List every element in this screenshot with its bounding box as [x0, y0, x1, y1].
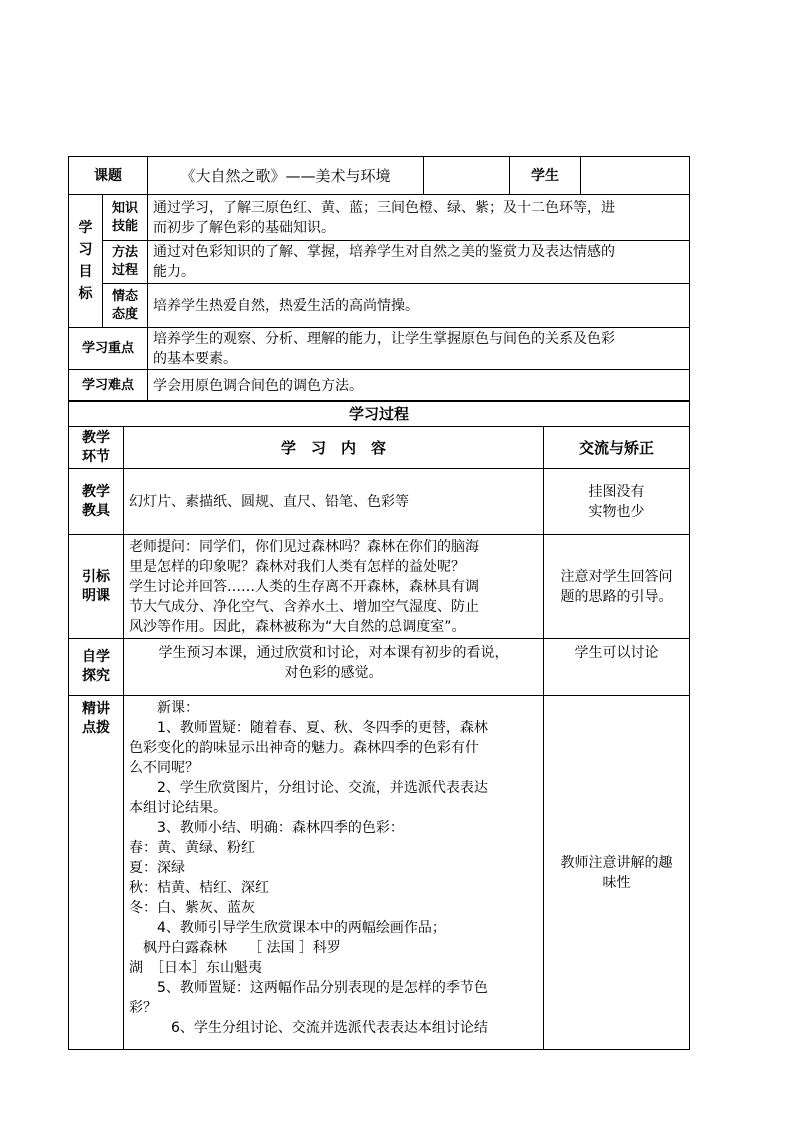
- student-label: 学生: [510, 157, 581, 195]
- phase-label-tools: 教学 教具: [69, 469, 124, 535]
- key-point-text: 培养学生的观察、分析、理解的能力，让学生掌握原色与间色的关系及色彩 的基本要素。: [148, 328, 690, 370]
- phase-label-intro: 引标 明课: [69, 535, 124, 639]
- process-header-phase: 教学 环节: [69, 427, 124, 469]
- lesson-info-table: [68, 156, 690, 402]
- objective-text-attitude: 培养学生热爱自然，热爱生活的高尚情操。: [148, 284, 690, 328]
- content-self-study: 学生预习本课，通过欣赏和讨论，对本课有初步的看说， 对色彩的感觉。: [124, 639, 544, 696]
- notes-self-study: 学生可以讨论: [544, 639, 690, 696]
- objective-text-knowledge: 通过学习，了解三原色红、黄、蓝；三间色橙、绿、紫；及十二色环等，进 而初步了解色彩的基础知识。: [148, 195, 690, 241]
- learning-process-table: [68, 400, 690, 1050]
- content-lecture: 新课： 1、教师置疑：随着春、夏、秋、冬四季的更替，森林 色彩变化的韵味显示出神奇的魅力。森林四季的色彩有什 么不同呢？ 2、学生欣赏图片，分组讨论、交流，并选派代表表达 本组讨论结果。 3、教师小结、明确：森林四季的色彩： 春：黄、黄绿、粉红 夏：深绿 秋：桔黄、桔红、深红 冬：白、紫灰、蓝灰 4、教师引导学生欣赏课本中的两幅绘画作品； 枫丹白露森林 ［ 法国 ］科罗 湖 ［日本］东山魁夷 5、教师置疑：这两幅作品分别表现的是怎样的季节色 彩？ 6、学生分组讨论、交流并选派代表表达本组讨论结: [124, 696, 544, 1050]
- topic-label: 课题: [69, 157, 148, 195]
- notes-intro: 注意对学生回答问 题的思路的引导。: [544, 535, 690, 639]
- phase-label-self-study: 自学 探究: [69, 639, 124, 696]
- topic-value: 《大自然之歌》——美术与环境: [148, 157, 424, 195]
- objectives-group-label: 学 习 目 标: [69, 195, 103, 328]
- objective-label-knowledge: 知识 技能: [103, 195, 148, 241]
- process-header-notes: 交流与矫正: [544, 427, 690, 469]
- process-title: 学习过程: [69, 401, 690, 427]
- content-tools: 幻灯片、素描纸、圆规、直尺、铅笔、色彩等: [124, 469, 544, 535]
- content-intro: 老师提问：同学们，你们见过森林吗？森林在你们的脑海 里是怎样的印象呢？森林对我们人类有怎样的益处呢？ 学生讨论并回答……人类的生存离不开森林，森林具有调 节大气成分、净化空气、含养水土、增加空气湿度、防止 风沙等作用。因此，森林被称为“大自然的总调度室”。: [124, 535, 544, 639]
- objective-label-method: 方法 过程: [103, 241, 148, 284]
- topic-blank-cell: [424, 157, 510, 195]
- objective-label-attitude: 情态 态度: [103, 284, 148, 328]
- process-header-content: 学 习 内 容: [124, 427, 544, 469]
- objective-text-method: 通过对色彩知识的了解、掌握，培养学生对自然之美的鉴赏力及表达情感的 能力。: [148, 241, 690, 284]
- difficulty-label: 学习难点: [69, 370, 148, 402]
- student-value: [581, 157, 690, 195]
- phase-label-lecture: 精讲 点拨: [69, 696, 124, 1050]
- notes-tools: 挂图没有 实物也少: [544, 469, 690, 535]
- key-point-label: 学习重点: [69, 328, 148, 370]
- difficulty-text: 学会用原色调合间色的调色方法。: [148, 370, 690, 402]
- notes-lecture: 教师注意讲解的趣 味性: [544, 696, 690, 1050]
